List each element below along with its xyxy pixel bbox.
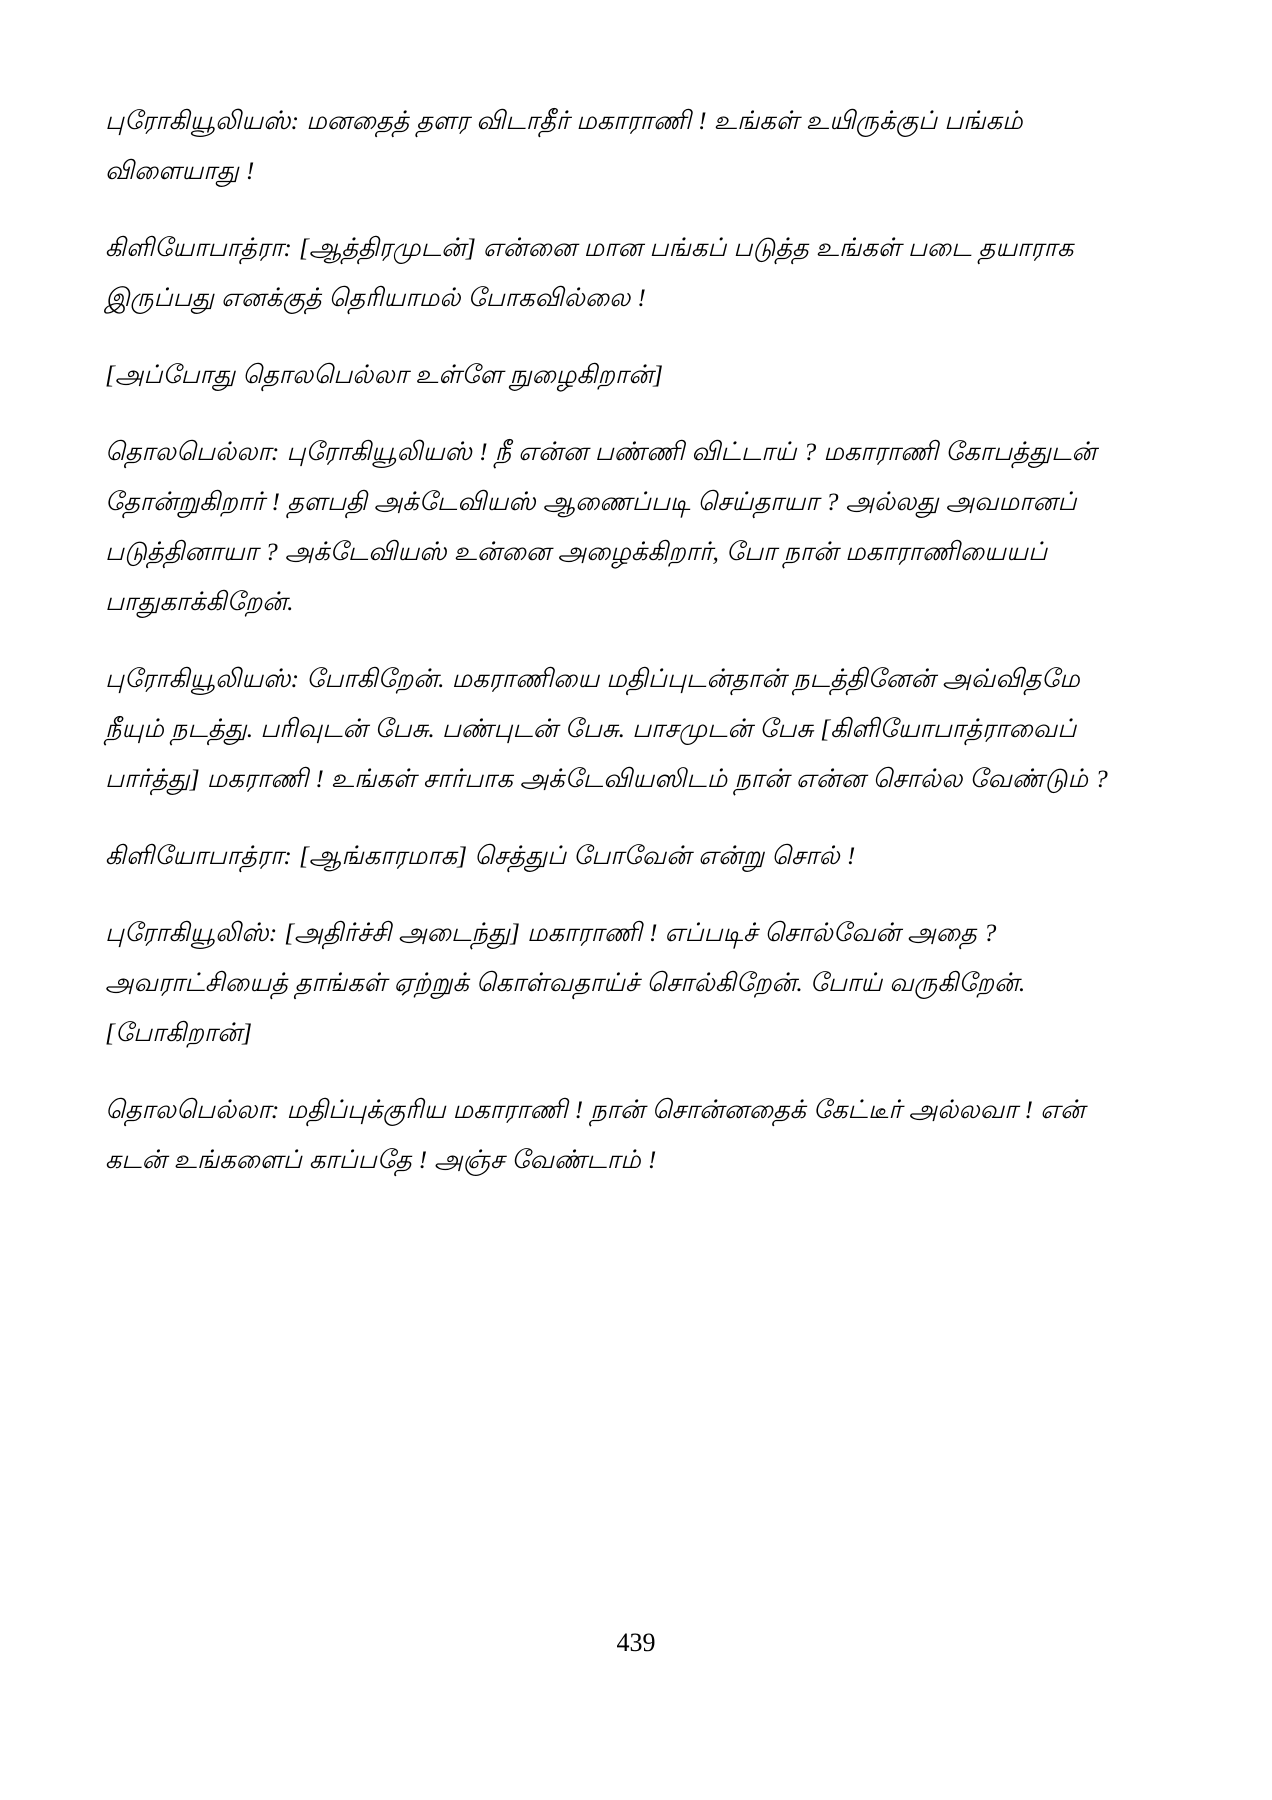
dialogue-paragraph-2: கிளியோபாத்ரா: [ஆத்திரமுடன்] என்னை மான பங்கப் படுத்த உங்கள் படை தயாராக இருப்பது எனக்குத் தெரியாமல் போகவில்லை !: [105, 233, 1074, 312]
dialogue-paragraph-1: புரோகியூலியஸ்: மனதைத் தளர விடாதீர் மகாராணி ! உங்கள் உயிருக்குப் பங்கம் விளையாது !: [105, 106, 1023, 185]
dialogue-paragraph-6: கிளியோபாத்ரா: [ஆங்காரமாக] செத்துப் போவேன் என்று சொல் !: [105, 841, 856, 870]
dialogue-paragraph-5: புரோகியூலியஸ்: போகிறேன். மகராணியை மதிப்புடன்தான் நடத்தினேன் அவ்விதமே நீயும் நடத்து. பரிவுடன் பேசு. பண்புடன் பேசு. பாசமுடன் பேசு [கிளியோபாத்ராவைப் பார்த்து] மகராணி ! உங்கள் சார்பாக அக்டேவியஸிடம் நான் என்ன சொல்ல வேண்டும் ?: [105, 664, 1108, 793]
dialogue-paragraph-8: தொலபெல்லா: மதிப்புக்குரிய மகாராணி ! நான் சொன்னதைக் கேட்டீர் அல்லவா ! என் கடன் உங்களைப் காப்பதே ! அஞ்ச வேண்டாம் !: [105, 1095, 1085, 1174]
page-body-text: [105, 96, 1115, 1185]
page-number: 439: [616, 1628, 656, 1657]
dialogue-paragraph-4: தொலபெல்லா: புரோகியூலியஸ் ! நீ என்ன பண்ணி விட்டாய் ? மகாராணி கோபத்துடன் தோன்றுகிறார் ! தளபதி அக்டேவியஸ் ஆணைப்படி செய்தாயா ? அல்லது அவமானப் படுத்தினாயா ? அக்டேவியஸ் உன்னை அழைக்கிறார், போ நான் மகாராணியையப் பாதுகாக்கிறேன்.: [105, 437, 1097, 616]
dialogue-paragraph-7: புரோகியூலிஸ்: [அதிர்ச்சி அடைந்து] மகாராணி ! எப்படிச் சொல்வேன் அதை ? அவராட்சியைத் தாங்கள் ஏற்றுக் கொள்வதாய்ச் சொல்கிறேன். போய் வருகிறேன். [போகிறான்]: [105, 918, 1026, 1047]
stage-direction-paragraph-3: [அப்போது தொலபெல்லா உள்ளே நுழைகிறான்]: [105, 360, 664, 389]
